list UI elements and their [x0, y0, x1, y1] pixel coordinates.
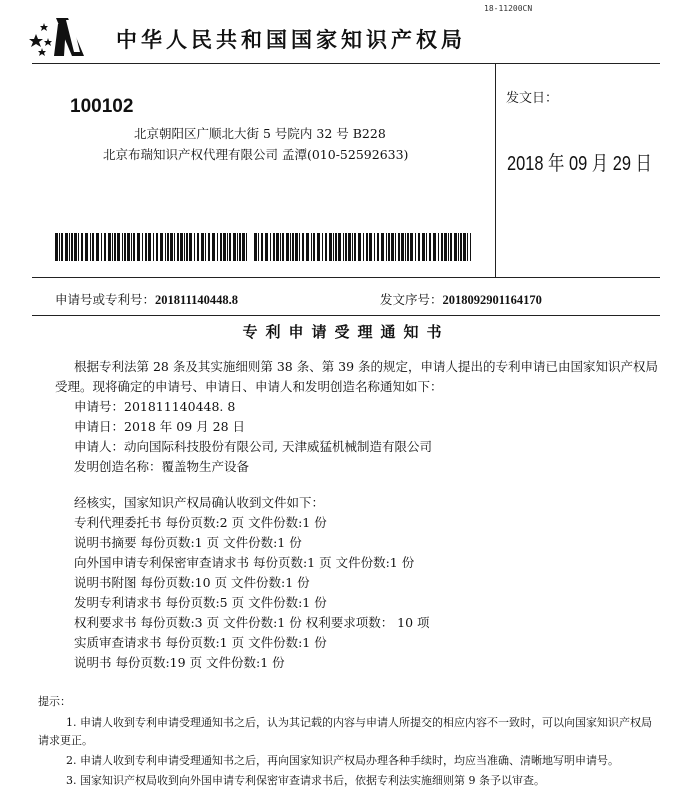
note-1: 1. 申请人收到专利申请受理通知书之后，认为其记载的内容与申请人所提交的相应内容不一致时，可以向国家知识产权局	[66, 716, 652, 729]
form-code: 18-11200CN	[484, 4, 533, 13]
file-item: 发明专利请求书 每份页数:5 页 文件份数:1 份	[74, 595, 327, 610]
file-item: 权利要求书 每份页数:3 页 文件份数:1 份 权利要求项数： 10 项	[74, 615, 430, 630]
note-1-continued: 请求更正。	[38, 734, 93, 747]
dispatch-serial-number: 2018092901164170	[442, 293, 542, 307]
note-3: 3. 国家知识产权局收到向外国申请专利保密审查请求书后，依据专利法实施细则第 9 条予以审查。	[66, 774, 545, 787]
intro-line-1: 根据专利法第 28 条及其实施细则第 38 条、第 39 条的规定，申请人提出的专利申请已由国家知识产权局	[74, 359, 659, 374]
application-number-row	[55, 290, 238, 308]
dispatch-serial-label: 发文序号：	[380, 292, 443, 307]
file-item: 说明书摘要 每份页数:1 页 文件份数:1 份	[74, 535, 302, 550]
column-divider	[495, 63, 496, 277]
applicant-line: 申请人：动向国际科技股份有限公司, 天津威猛机械制造有限公司	[74, 439, 432, 454]
dispatch-serial-row	[380, 290, 542, 308]
agent-line: 北京布瑞知识产权代理有限公司 孟潭(010-52592633)	[103, 147, 409, 162]
barcode-right	[254, 233, 471, 261]
verification-line: 经核实，国家知识产权局确认收到文件如下：	[74, 495, 325, 510]
dispatch-date: 2018 年 09 月 29 日	[507, 153, 652, 175]
recipient-address: 北京朝阳区广顺北大街 5 号院内 32 号 B228	[134, 126, 386, 141]
office-name: 中华人民共和国国家知识产权局	[116, 28, 466, 52]
invention-title-line: 发明创造名称：覆盖物生产设备	[74, 459, 250, 474]
dispatch-date-label: 发文日：	[506, 91, 559, 106]
document-title: 专利申请受理通知书	[242, 323, 450, 341]
file-item: 专利代理委托书 每份页数:2 页 文件份数:1 份	[74, 515, 327, 530]
file-item: 说明书 每份页数:19 页 文件份数:1 份	[74, 655, 285, 670]
postcode: 100102	[70, 96, 134, 117]
file-item: 向外国申请专利保密审查请求书 每份页数:1 页 文件份数:1 份	[74, 555, 415, 570]
cnipa-logo	[28, 12, 92, 62]
barcode-left	[55, 233, 247, 261]
file-item: 实质审查请求书 每份页数:1 页 文件份数:1 份	[74, 635, 327, 650]
application-number-label: 申请号或专利号：	[55, 292, 156, 307]
barcode-rule	[32, 277, 660, 278]
intro-line-2: 受理。现将确定的申请号、申请日、申请人和发明创造名称通知如下：	[55, 379, 443, 394]
notes-title: 提示：	[38, 695, 71, 708]
application-number: 201811140448.8	[155, 293, 239, 307]
file-item: 说明书附图 每份页数:10 页 文件份数:1 份	[74, 575, 310, 590]
note-2: 2. 申请人收到专利申请受理通知书之后，再向国家知识产权局办理各种手续时，均应当准确、清晰地写明申请号。	[66, 754, 619, 767]
application-date-line: 申请日：2018 年 09 月 28 日	[74, 419, 245, 434]
application-number-line: 申请号：201811140448. 8	[74, 399, 236, 414]
header-rule	[32, 63, 660, 64]
title-rule	[32, 315, 660, 316]
